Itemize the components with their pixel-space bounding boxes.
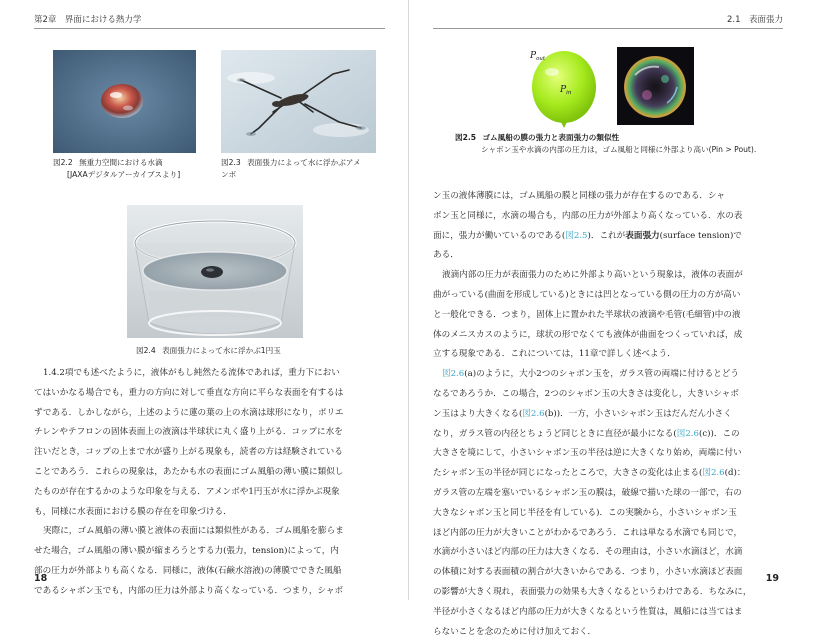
text-run: の体積に対する表面積の割合が大きいからである．つまり，小さい水滴ほど表面 <box>433 567 743 578</box>
text-run: (d)： <box>724 468 746 479</box>
fig-2-4-number: 図2.4 <box>136 346 156 355</box>
photo-floating-coin <box>127 205 303 338</box>
text-run: (c))．この <box>699 428 740 439</box>
caption-fig-2-3 <box>221 157 381 180</box>
body-line <box>433 246 785 266</box>
body-line <box>433 365 785 385</box>
page-number-right: 19 <box>765 573 779 584</box>
balloon-diagram <box>512 42 612 140</box>
paragraph-curved-surface <box>433 266 785 365</box>
header-rule-right <box>433 28 783 29</box>
photo-water-droplet <box>53 50 196 153</box>
body-line: 体のメニスカスのように，球状の形でなくても液体が曲面をつくっていれば，成 <box>433 329 743 340</box>
text-run: ほど内部の圧力が大きいことがわかるであろう．これは単なる水滴でも同じで， <box>433 527 743 538</box>
body-line: たものが存在するかのような印象を与える．アメンボや1円玉が水に浮かぶ現象 <box>34 486 340 497</box>
text-run: たシャボン玉の半径が同じになったところで，大きさの変化は止まる( <box>433 468 703 479</box>
text-run: なり，ガラス管の内径とちょうど同じときに直径が最小になる( <box>433 428 677 439</box>
text-run: (a)のように，大小2つのシャボン玉を，ガラス管の両端に付けるとどう <box>464 369 739 380</box>
water-droplet-image <box>53 50 196 153</box>
label-p-out: $P_{out}$ <box>530 51 546 62</box>
body-line <box>433 187 785 207</box>
text-run: ある． <box>433 250 459 261</box>
figure-reference-link[interactable]: 図2.6 <box>676 428 699 439</box>
text-run: 面に，張力が働いているのである( <box>433 230 566 241</box>
text-run: ン玉の液体薄膜には，ゴム風船の膜と同様の張力が存在するのである．シャ <box>433 191 726 201</box>
fig-2-3-title-cont: ンボ <box>221 169 237 179</box>
photo-soap-bubble <box>617 47 694 125</box>
running-header-left: 第2章 界面における熱力学 <box>34 15 142 25</box>
photo-water-strider <box>221 50 376 153</box>
body-line <box>433 583 785 603</box>
body-line: ずである．しかしながら，上述のように蓮の葉の上の水滴は球形になり，ポリエ <box>34 407 344 418</box>
fig-2-2-source: [JAXAデジタルアーカイブスより] <box>67 169 181 179</box>
text-run: 大きなシャボン玉と同じ半径を有している)．この実験から，小さいシャボン玉 <box>433 507 737 518</box>
fig-2-2-title: 無重力空間における水滴 <box>79 158 163 167</box>
body-line <box>433 385 785 405</box>
body-line: と一般化できる．つまり，固体上に置かれた半球状の液滴や毛管(毛細管)中の液 <box>433 309 741 320</box>
body-line <box>433 543 785 563</box>
text-run: なるであろうか．この場合，2つのシャボン玉の大きさは変化し，大きいシャボ <box>433 388 739 399</box>
caption-fig-2-2 <box>53 157 213 180</box>
floating-coin-image <box>127 205 303 338</box>
running-header-right: 2.1 表面張力 <box>726 15 783 25</box>
body-line: てはいかなる場合でも，重力の方向に対して垂直な方向に平らな表面を有するは <box>34 387 344 398</box>
text-run: ガラス管の左端を塞いでいるシャボン玉の膜は，破線で描いた球の一部で，右の <box>433 487 742 498</box>
body-line: 曲がっている(曲面を形成している)ときには凹となっている側の圧力の方が高い <box>433 289 741 300</box>
fig-2-5-title: ゴム風船の膜の張力と表面張力の類似性 <box>482 133 620 142</box>
figure-reference-link[interactable]: 図2.6 <box>442 369 465 380</box>
right-body-text <box>433 187 785 642</box>
body-line <box>433 207 785 227</box>
figure-reference-link[interactable]: 図2.6 <box>702 468 725 479</box>
header-rule-left <box>34 28 385 29</box>
left-page <box>0 0 409 600</box>
caption-fig-2-5 <box>455 132 795 155</box>
water-strider-image <box>221 50 376 153</box>
body-line <box>433 563 785 583</box>
text-run: 大きさを境にして，小さいシャボン玉の半径は逆に大きくなり始め，両端に付い <box>433 448 742 459</box>
paragraph-surface-tension <box>433 187 785 266</box>
right-page <box>409 0 817 637</box>
figure-reference-link[interactable]: 図2.5 <box>565 230 588 241</box>
figure-balloon <box>512 42 612 140</box>
page-number-left: 18 <box>34 573 48 584</box>
fig-2-5-subtitle: シャボン玉や水滴の内部の圧力は，ゴム風船と同様に外部より高い(Pin > Pout). <box>481 144 757 154</box>
text-run: )．これが <box>587 230 626 241</box>
figure-reference-link[interactable]: 図2.6 <box>522 408 545 419</box>
body-line <box>433 227 785 247</box>
body-line: 立する現象である．これについては，11章で詳しく述べよう． <box>433 349 676 360</box>
text-run: (surface tension)で <box>659 230 742 241</box>
body-line <box>433 484 785 504</box>
body-line: 注いだとき，コップの上まで水が盛り上がる現象も，読者の方は経験されている <box>34 447 343 458</box>
fig-2-3-title: 表面張力によって水に浮かぶアメ <box>247 158 361 167</box>
body-line <box>433 444 785 464</box>
text-run: 水滴が小さいほど内部の圧力は大きくなる．その理由は，小さい水滴ほど，水滴 <box>433 547 743 558</box>
label-p-in: $P_{in}$ <box>560 85 572 96</box>
body-line: も，同様に水表面における膜の存在を印象づける． <box>34 506 232 517</box>
fig-2-2-number: 図2.2 <box>53 158 73 167</box>
key-term: 表面張力 <box>625 230 660 241</box>
text-run: ボン玉と同様に，水滴の場合も，内部の圧力が外部より高くなっている．水の表 <box>433 210 743 221</box>
soap-bubble-image <box>617 47 694 125</box>
body-line: 1.4.2項でも述べたように，液体がもし純然たる流体であれば，重力下におい <box>43 368 340 378</box>
text-run: の影響が大きく現れ，表面張力の効果も大きくなるというわけである．ちなみに， <box>433 586 752 597</box>
body-line: せた場合，ゴム風船の薄い膜が縮まろうとする力(張力，tension)によって，内 <box>34 546 339 557</box>
body-line <box>433 405 785 425</box>
fig-2-5-number: 図2.5 <box>455 133 477 142</box>
body-line <box>433 464 785 484</box>
text-run: ン玉はより大きくなる( <box>433 408 523 419</box>
body-line: チレンやテフロンの固体表面上の液滴は半球状に丸く盛り上がる．コップに水を <box>34 427 343 438</box>
body-line <box>433 623 785 642</box>
body-line <box>433 524 785 544</box>
text-run: らないことを念のために付け加えておく． <box>433 626 597 637</box>
body-line <box>433 504 785 524</box>
body-line: ことであろう．これらの現象は，あたかも水の表面にゴム風船の薄い膜に類似し <box>34 466 344 477</box>
text-run: 半径が小さくなるほど内部の圧力が大きくなるという性質は，風船には当てはま <box>433 606 743 617</box>
body-line <box>433 603 785 623</box>
paragraph-soap-bubble-experiment <box>433 365 785 642</box>
caption-fig-2-4 <box>136 345 336 357</box>
body-line <box>433 425 785 445</box>
body-line: であるシャボン玉でも，内部の圧力は外部より高くなっている．つまり，シャボ <box>34 585 344 596</box>
body-line: 実際に，ゴム風船の薄い膜と液体の表面には類似性がある．ゴム風船を膨らま <box>43 526 344 537</box>
body-line: 部の圧力が外部よりも高くなる．同様に，液体(石鹸水溶液)の薄膜でできた風船 <box>34 565 342 576</box>
fig-2-3-number: 図2.3 <box>221 158 241 167</box>
text-run: (b))．一方，小さいシャボン玉はだんだん小さく <box>544 408 732 419</box>
body-line: 液滴内部の圧力が表面張力のために外部より高いという現象は，液体の表面が <box>442 270 743 281</box>
left-body-text <box>34 364 384 602</box>
fig-2-4-title: 表面張力によって水に浮かぶ1円玉 <box>162 346 281 355</box>
